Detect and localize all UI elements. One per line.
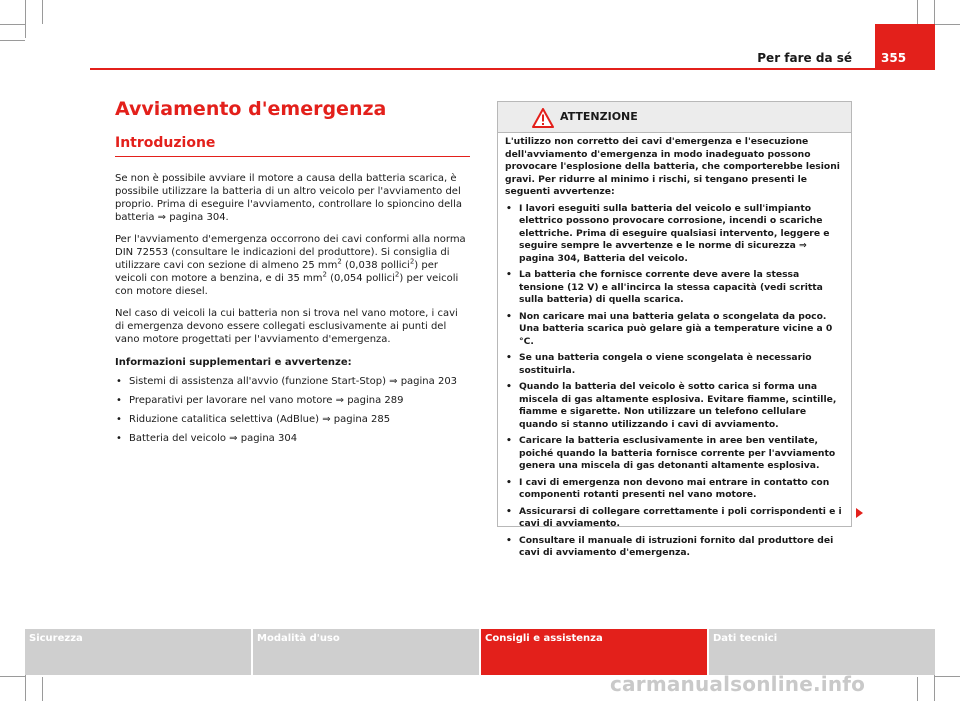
text-fragment: ) per veicoli con motore a benzina, e di 35 mm <box>115 260 438 284</box>
list-item[interactable]: • Preparativi per lavorare nel vano motore ⇒ pagina 289 <box>115 394 470 407</box>
watermark: carmanualsonline.info <box>610 672 866 696</box>
list-item[interactable]: • I lavori eseguiti sulla batteria del veicolo e sull'impianto elettrico possono provocare corrosione, incendi o scariche elettriche. Prima di eseguire qualsiasi intervento, leggere e seguire sempre le avvertenze e le norme di sicurezza ⇒ pagina 304, Batteria del veicolo. <box>505 203 844 266</box>
paragraph-connection: Nel caso di veicoli la cui batteria non si trova nel vano motore, i cavi di emergenza devono essere collegati esclusivamente ai punti del vano motore progettati per l'avviamento d'emergenza. <box>115 308 458 345</box>
list-item[interactable]: • Riduzione catalitica selettiva (AdBlue) ⇒ pagina 285 <box>115 413 470 426</box>
tab-consigli-assistenza[interactable]: Consigli e assistenza <box>481 629 707 675</box>
tab-sicurezza[interactable]: Sicurezza <box>25 629 251 675</box>
text-fragment: (0,054 pollici <box>326 273 395 284</box>
crop-mark <box>25 0 26 38</box>
running-head: Per fare da sé <box>757 51 852 65</box>
superscript: 2 <box>337 257 342 266</box>
warning-header <box>498 102 851 133</box>
warning-title: ATTENZIONE <box>560 110 638 123</box>
list-item: • Non caricare mai una batteria gelata o scongelata da poco. Una batteria scarica può gelare già a temperature vicine a 0 °C. <box>505 311 844 349</box>
section-title: Introduzione <box>115 134 470 157</box>
page-number: 355 <box>881 51 907 65</box>
info-heading: Informazioni supplementari e avvertenze: <box>115 357 352 368</box>
left-column <box>115 96 470 445</box>
crop-mark <box>42 0 43 24</box>
superscript: 2 <box>394 270 400 279</box>
crop-mark <box>917 677 918 701</box>
warning-list <box>505 203 844 560</box>
paragraph-cables <box>115 233 470 298</box>
list-item[interactable]: • Sistemi di assistenza all'avvio (funzione Start-Stop) ⇒ pagina 203 <box>115 375 470 388</box>
crop-mark <box>934 676 960 677</box>
crop-mark <box>0 40 25 41</box>
crop-mark <box>917 0 918 24</box>
list-item: • Se una batteria congela o viene scongelata è necessario sostituirla. <box>505 352 844 377</box>
list-item: • Quando la batteria del veicolo è sotto carica si forma una miscela di gas altamente esplosiva. Evitare fiamme, scintille, fiamme e sigarette. Non utilizzare un telefono cellulare quando si stanno utilizzando i cavi di avviamento. <box>505 381 844 431</box>
warning-triangle-icon <box>532 108 554 128</box>
text-fragment: (0,038 pollici <box>341 260 410 271</box>
list-item: • Assicurarsi di collegare correttamente i poli corrispondenti e i cavi di avviamento. <box>505 506 844 531</box>
warning-body <box>498 133 851 560</box>
superscript: 2 <box>409 257 415 266</box>
continue-arrow-icon <box>856 508 863 518</box>
crop-mark <box>934 24 960 25</box>
footer-nav <box>25 629 935 675</box>
warning-intro: L'utilizzo non corretto dei cavi d'emergenza e l'esecuzione dell'avviamento d'emergenza in modo inadeguato possono provocare l'esplosione della batteria, che comporterebbe lesioni gravi. Per ridurre al minimo i rischi, si tengano presenti le seguenti avvertenze: <box>505 136 840 197</box>
list-item: • La batteria che fornisce corrente deve avere la stessa tensione (12 V) e all'incirca la stessa capacità (vedi scritta sulla batteria) di quella scarica. <box>505 269 844 307</box>
superscript: 2 <box>322 270 327 279</box>
crop-mark <box>42 677 43 701</box>
list-item[interactable]: • Batteria del veicolo ⇒ pagina 304 <box>115 432 470 445</box>
crop-mark <box>0 24 26 25</box>
info-list <box>115 375 470 445</box>
warning-box <box>497 101 852 558</box>
chapter-title: Avviamento d'emergenza <box>115 98 387 120</box>
text-fragment: ) per veicoli con motore diesel. <box>115 273 459 297</box>
list-item: • Consultare il manuale di istruzioni fornito dal produttore dei cavi di avviamento d'emergenza. <box>505 535 844 560</box>
tab-modalita-uso[interactable]: Modalità d'uso <box>253 629 479 675</box>
header-rule <box>90 68 875 70</box>
tab-dati-tecnici[interactable]: Dati tecnici <box>709 629 935 675</box>
crop-mark <box>0 676 26 677</box>
list-item: • Caricare la batteria esclusivamente in aree ben ventilate, poiché quando la batteria fornisce corrente per l'avviamento genera una miscela di gas detonanti altamente esplosiva. <box>505 435 844 473</box>
paragraph-intro: Se non è possibile avviare il motore a causa della batteria scarica, è possibile utilizzare la batteria di un altro veicolo per l'avviamento del proprio. Prima di eseguire l'avviamento, controllare lo spioncino della batteria ⇒ pagina 304. <box>115 173 462 223</box>
body-text <box>115 172 470 445</box>
list-item: • I cavi di emergenza non devono mai entrare in contatto con componenti rotanti presenti nel vano motore. <box>505 477 844 502</box>
text-fragment: Per l'avviamento d'emergenza occorrono dei cavi conformi alla norma DIN 72553 (consultare le indicazioni del produttore). Si consiglia di utilizzare cavi con sezione di almeno 25 mm <box>115 234 466 271</box>
